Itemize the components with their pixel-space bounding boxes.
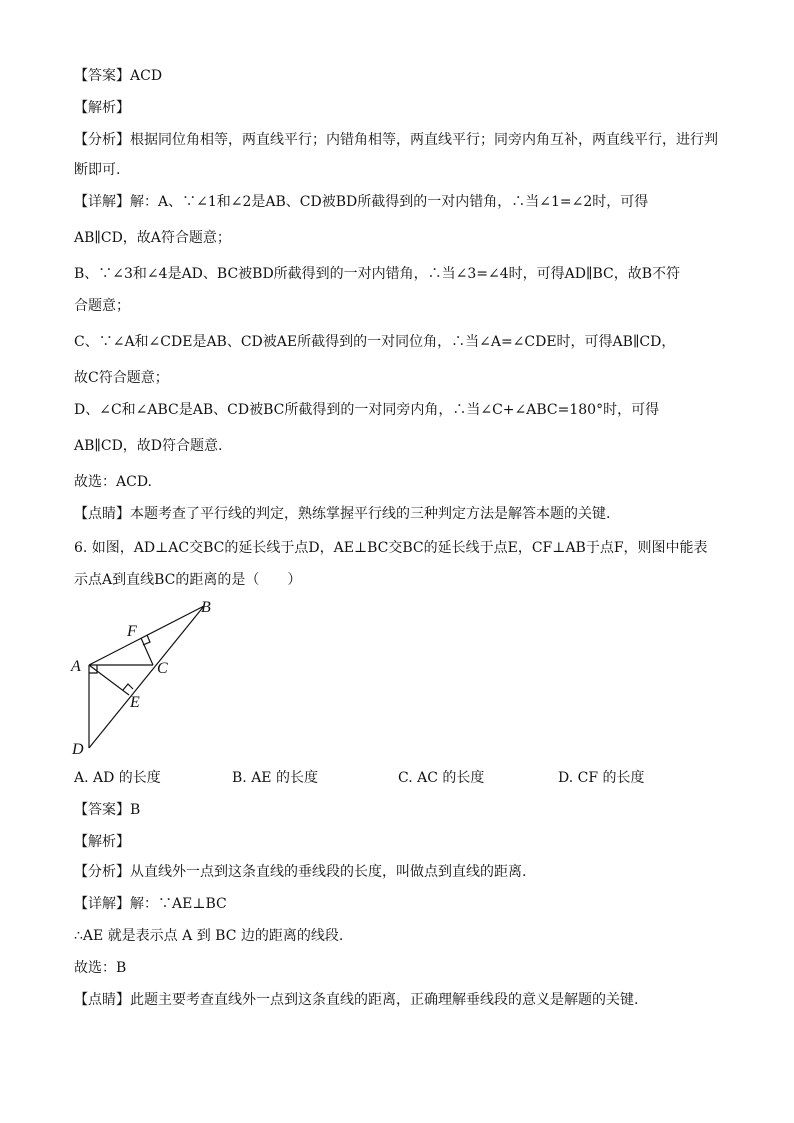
- segment-cf: [141, 638, 153, 665]
- q6-answer: 【答案】B: [74, 802, 141, 818]
- q6-detail-line2: ∴AE 就是表示点 A 到 BC 边的距离的线段.: [74, 928, 344, 944]
- q6-stem-line2: 示点A到直线BC的距离的是（ ）: [74, 572, 302, 588]
- label-a: A: [71, 658, 81, 675]
- q6-fenxi: 【分析】从直线外一点到这条直线的垂线段的长度，叫做点到直线的距离.: [74, 864, 527, 880]
- q5-dianjing: 【点睛】本题考查了平行线的判定，熟练掌握平行线的三种判定方法是解答本题的关键.: [74, 506, 611, 522]
- label-c: C: [157, 660, 168, 677]
- q5-detail-a-line2: AB∥CD，故A符合题意；: [74, 230, 231, 246]
- q5-analysis-label: 【解析】: [74, 100, 130, 116]
- q6-detail-line1: 【详解】解：∵AE⊥BC: [74, 896, 227, 912]
- label-d: D: [72, 741, 84, 758]
- q5-choose: 故选：ACD.: [74, 474, 152, 490]
- q5-fenxi-line1: 【分析】根据同位角相等，两直线平行；内错角相等，两直线平行；同旁内角互补，两直线平行，进行判: [74, 132, 718, 148]
- q6-option-c: C. AC 的长度: [398, 770, 485, 786]
- q5-detail-b-line1: B、∵∠3和∠4是AD、BC被BD所截得到的一对内错角，∴当∠3=∠4时，可得AD∥BC，故B不符: [74, 266, 681, 282]
- right-angle-mark-e: [123, 684, 133, 690]
- label-f: F: [127, 623, 137, 640]
- segment-ab: [89, 606, 204, 665]
- q6-option-d: D. CF 的长度: [558, 770, 645, 786]
- q6-analysis-label: 【解析】: [74, 834, 130, 850]
- q6-option-a: A. AD 的长度: [74, 770, 161, 786]
- q5-answer: 【答案】ACD: [74, 68, 163, 84]
- q6-choose: 故选：B: [74, 960, 127, 976]
- q5-fenxi-line2: 断即可.: [74, 162, 121, 178]
- q6-dianjing: 【点睛】此题主要考查直线外一点到这条直线的距离，正确理解垂线段的意义是解题的关键.: [74, 992, 639, 1008]
- q5-detail-a-line1: 【详解】解：A、∵∠1和∠2是AB、CD被BD所截得到的一对内错角，∴当∠1=∠2时，可得: [74, 194, 649, 210]
- geometry-figure: [66, 596, 226, 762]
- q5-detail-c-line2: 故C符合题意；: [74, 370, 169, 386]
- segment-ae: [89, 665, 129, 695]
- label-e: E: [130, 694, 140, 711]
- q5-detail-b-line2: 合题意；: [74, 298, 130, 314]
- segment-db: [89, 606, 204, 748]
- q6-stem-line1: 6. 如图，AD⊥AC交BC的延长线于点D，AE⊥BC交BC的延长线于点E，CF⊥AB于点F，则图中能表: [74, 540, 708, 556]
- label-b: B: [201, 599, 211, 616]
- q5-detail-d-line1: D、∠C和∠ABC是AB、CD被BC所截得到的一对同旁内角，∴当∠C+∠ABC=180°时，可得: [74, 402, 660, 418]
- q6-option-b: B. AE 的长度: [232, 770, 318, 786]
- q5-detail-d-line2: AB∥CD，故D符合题意.: [74, 438, 223, 454]
- q5-detail-c-line1: C、∵∠A和∠CDE是AB、CD被AE所截得到的一对同位角，∴当∠A=∠CDE时，可得AB∥CD，: [74, 334, 676, 350]
